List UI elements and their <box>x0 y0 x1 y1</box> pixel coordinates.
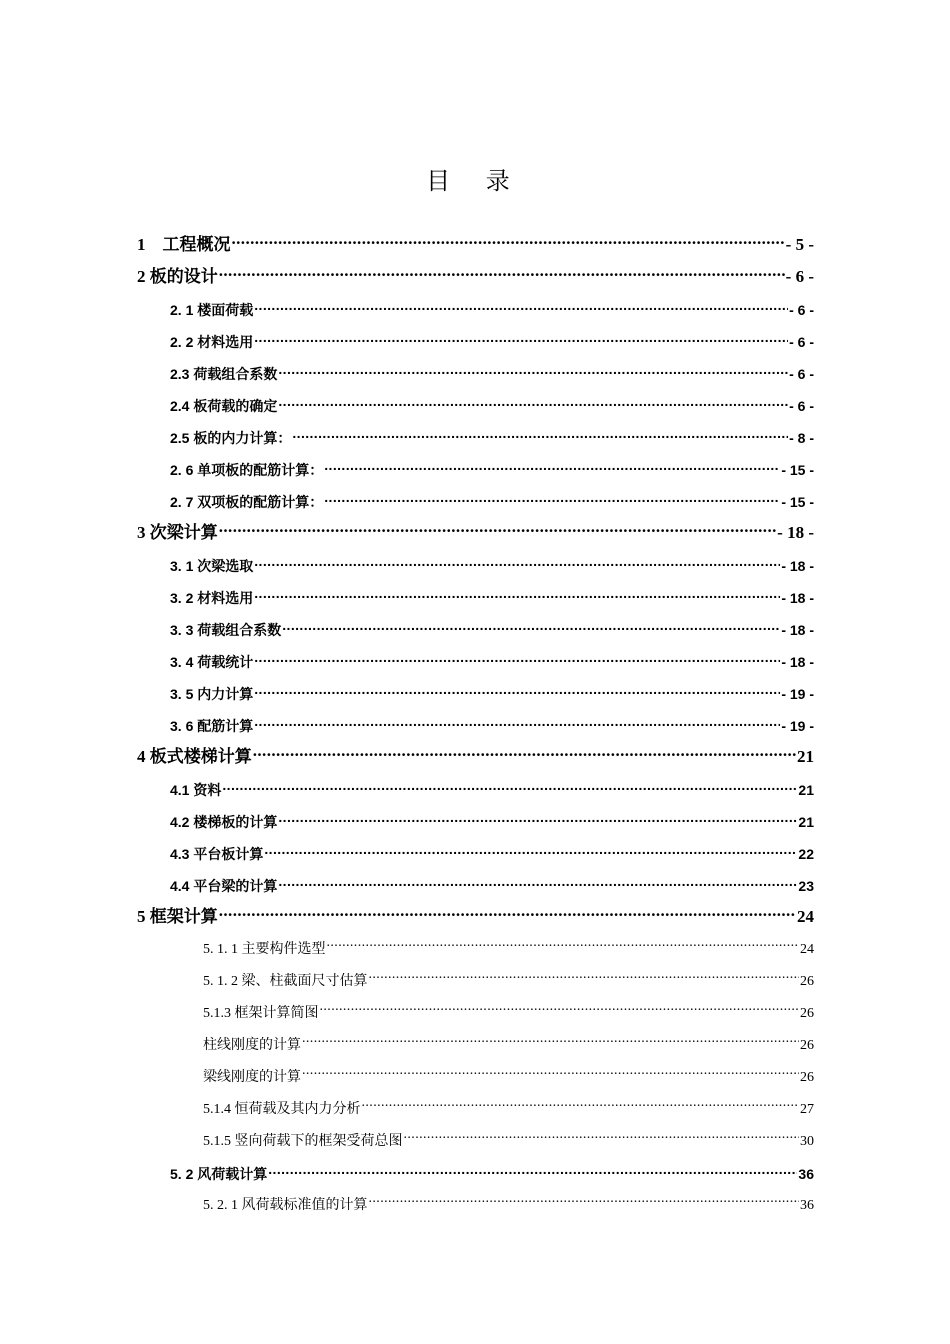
toc-entry[interactable] <box>137 521 814 545</box>
toc-entry[interactable] <box>203 1099 814 1121</box>
dot-leader <box>268 1165 797 1179</box>
dot-leader <box>253 745 796 762</box>
toc-entry-page: - 6 - <box>789 366 814 382</box>
dot-leader <box>362 1099 800 1113</box>
toc-entry[interactable] <box>170 299 814 321</box>
toc-entry[interactable] <box>170 491 814 513</box>
toc-entry-page: 22 <box>798 846 814 862</box>
toc-entry-label: 2. 6 单项板的配筋计算： <box>170 462 324 478</box>
toc-entry-page: - 18 - <box>781 590 814 606</box>
dot-leader <box>254 653 780 667</box>
toc-entry-page: 24 <box>797 907 814 926</box>
toc-entry[interactable] <box>203 1195 814 1217</box>
toc-entry-label: 4.3 平台板计算 <box>170 846 264 862</box>
toc-entry-page: - 19 - <box>781 718 814 734</box>
toc-entry-label: 5.1.5 竖向荷载下的框架受荷总图 <box>203 1134 403 1149</box>
toc-entry[interactable] <box>170 875 814 897</box>
dot-leader <box>302 1035 799 1049</box>
toc-entry-page: - 5 - <box>785 235 814 254</box>
dot-leader <box>302 1067 799 1081</box>
toc-entry-page: 21 <box>798 814 814 830</box>
toc-entry-page: 26 <box>800 1070 814 1085</box>
dot-leader <box>254 333 788 347</box>
toc-entry-page: 23 <box>798 878 814 894</box>
toc-entry-label: 3 次梁计算 <box>137 523 218 542</box>
toc-entry-page: - 6 - <box>789 334 814 350</box>
toc-entry[interactable] <box>203 1003 814 1025</box>
dot-leader <box>320 1003 800 1017</box>
dot-leader <box>278 397 788 411</box>
toc-entry-label: 4.2 楼梯板的计算 <box>170 814 278 830</box>
toc-entry[interactable] <box>170 843 814 865</box>
toc-entry-page: - 8 - <box>789 430 814 446</box>
toc-entry-label: 3. 4 荷载统计 <box>170 654 254 670</box>
dot-leader <box>278 813 797 827</box>
toc-entry[interactable] <box>137 265 814 289</box>
dot-leader <box>232 233 785 250</box>
toc-entry-page: - 18 - <box>781 558 814 574</box>
toc-entry-label: 5 框架计算 <box>137 907 218 926</box>
toc-entry[interactable] <box>170 395 814 417</box>
toc-entry-page: - 6 - <box>789 302 814 318</box>
toc-entry[interactable] <box>137 233 814 257</box>
toc-entry[interactable] <box>137 745 814 769</box>
toc-entry-page: - 18 - <box>781 654 814 670</box>
dot-leader <box>278 365 788 379</box>
toc-entry-label: 1 工程概况 <box>137 235 231 254</box>
dot-leader <box>254 557 780 571</box>
toc-entry[interactable] <box>170 459 814 481</box>
toc-entry-label: 3. 2 材料选用 <box>170 590 254 606</box>
toc-entry-page: - 6 - <box>785 267 814 286</box>
dot-leader <box>292 429 788 443</box>
toc-entry-label: 5. 1. 2 梁、柱截面尺寸估算 <box>203 974 368 989</box>
toc-entry-label: 5.1.4 恒荷载及其内力分析 <box>203 1102 361 1117</box>
dot-leader <box>222 781 797 795</box>
dot-leader <box>369 1195 800 1209</box>
toc-entry-page: 36 <box>800 1198 814 1213</box>
dot-leader <box>254 717 780 731</box>
toc-entry[interactable] <box>170 619 814 641</box>
toc-entry-label: 2.5 板的内力计算： <box>170 430 292 446</box>
toc-entry-label: 2.3 荷载组合系数 <box>170 366 278 382</box>
toc-entry-label: 3. 6 配筋计算 <box>170 718 254 734</box>
toc-entry-label: 2. 1 楼面荷载 <box>170 302 254 318</box>
toc-entry-label: 5. 1. 1 主要构件选型 <box>203 942 326 957</box>
toc-entry-page: 26 <box>800 1038 814 1053</box>
toc-entry[interactable] <box>203 939 814 961</box>
toc-entry-page: - 19 - <box>781 686 814 702</box>
toc-entry-page: 26 <box>800 1006 814 1021</box>
dot-leader <box>282 621 780 635</box>
toc-title: 目 录 <box>426 167 524 195</box>
toc-entry-page: 30 <box>800 1134 814 1149</box>
toc-entry[interactable] <box>203 1131 814 1153</box>
toc-entry-label: 3. 5 内力计算 <box>170 686 254 702</box>
toc-entry-label: 柱线刚度的计算 <box>203 1038 301 1053</box>
dot-leader <box>264 845 797 859</box>
toc-entry-label: 5. 2 风荷载计算 <box>170 1166 268 1182</box>
toc-entry-page: 24 <box>800 942 814 957</box>
toc-entry-label: 2. 2 材料选用 <box>170 334 254 350</box>
toc-entry[interactable] <box>170 715 814 737</box>
toc-entry-label: 2. 7 双项板的配筋计算： <box>170 494 324 510</box>
toc-entry[interactable] <box>170 811 814 833</box>
toc-entry[interactable] <box>170 363 814 385</box>
toc-entry-page: 36 <box>798 1166 814 1182</box>
toc-entry-label: 4 板式楼梯计算 <box>137 747 252 766</box>
toc-entry-label: 3. 1 次梁选取 <box>170 558 254 574</box>
toc-entry-page: 26 <box>800 974 814 989</box>
toc-entry[interactable] <box>170 683 814 705</box>
toc-entry-page: - 15 - <box>781 462 814 478</box>
toc-entry[interactable] <box>137 905 814 929</box>
toc-entry-page: - 18 - <box>781 622 814 638</box>
toc-entry[interactable] <box>203 1067 814 1089</box>
dot-leader <box>324 493 780 507</box>
toc-entry[interactable] <box>170 555 814 577</box>
toc-entry-label: 5.1.3 框架计算简图 <box>203 1006 319 1021</box>
toc-entry[interactable] <box>170 587 814 609</box>
toc-entry[interactable] <box>170 427 814 449</box>
dot-leader <box>327 939 800 953</box>
dot-leader <box>219 265 785 282</box>
toc-entry-label: 5. 2. 1 风荷载标准值的计算 <box>203 1198 368 1213</box>
toc-entry-label: 梁线刚度的计算 <box>203 1070 301 1085</box>
toc-entry-page: - 15 - <box>781 494 814 510</box>
toc-entry-label: 3. 3 荷载组合系数 <box>170 622 282 638</box>
toc-entry-page: 21 <box>797 747 814 766</box>
toc-entry-page: 21 <box>798 782 814 798</box>
dot-leader <box>254 685 780 699</box>
toc-entry-label: 2.4 板荷载的确定 <box>170 398 278 414</box>
dot-leader <box>369 971 800 985</box>
toc-entry-page: - 6 - <box>789 398 814 414</box>
dot-leader <box>324 461 780 475</box>
toc-entry[interactable] <box>170 779 814 801</box>
toc-entry-label: 4.1 资料 <box>170 782 222 798</box>
dot-leader <box>219 905 796 922</box>
toc-entry[interactable] <box>170 331 814 353</box>
toc-entry[interactable] <box>170 1163 814 1185</box>
toc-entry[interactable] <box>203 1035 814 1057</box>
dot-leader <box>254 301 788 315</box>
toc-entry-page: 27 <box>800 1102 814 1117</box>
dot-leader <box>254 589 780 603</box>
dot-leader <box>404 1131 800 1145</box>
dot-leader <box>219 521 776 538</box>
dot-leader <box>278 877 797 891</box>
toc-entry-page: - 18 - <box>777 523 814 542</box>
toc-entry-label: 4.4 平台梁的计算 <box>170 878 278 894</box>
toc-entry[interactable] <box>203 971 814 993</box>
toc-entry-label: 2 板的设计 <box>137 267 218 286</box>
toc-entry[interactable] <box>170 651 814 673</box>
